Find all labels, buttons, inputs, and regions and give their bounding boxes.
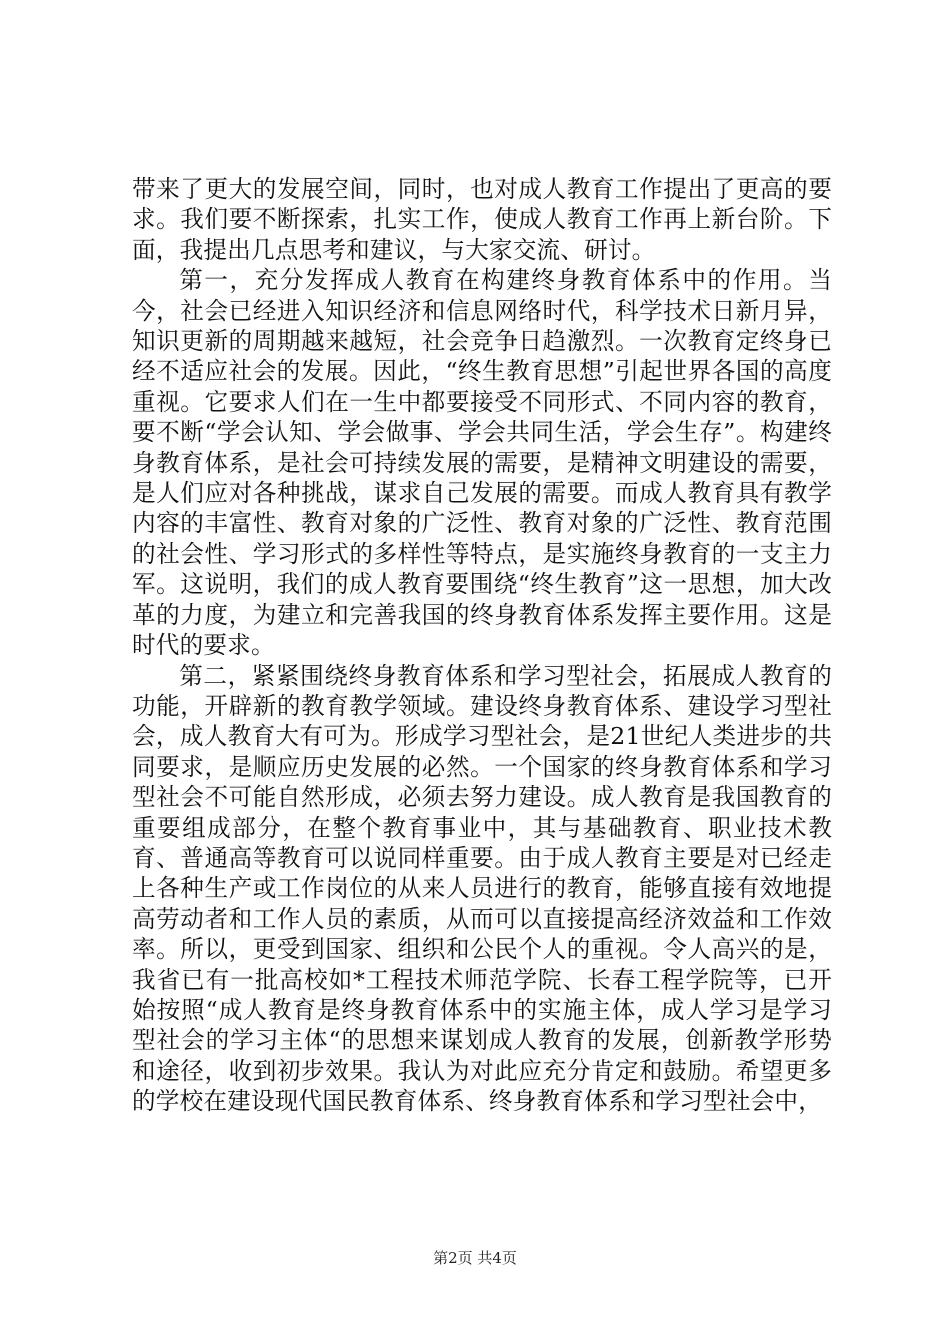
body-text: [132, 174, 832, 1117]
paragraph-first-point: 第一，充分发挥成人教育在构建终身教育体系中的作用。当今，社会已经进入知识经济和信息网络时代，科学技术日新月异，知识更新的周期越来越短，社会竞争日趋激烈。一次教育定终身已经不适应社会的发展。因此，“终生教育思想”引起世界各国的高度重视。它要求人们在一生中都要接受不同形式、不同内容的教育，要不断“学会认知、学会做事、学会共同生活，学会生存”。构建终身教育体系，是社会可持续发展的需要，是精神文明建设的需要，是人们应对各种挑战，谋求自己发展的需要。而成人教育具有教学内容的丰富性、教育对象的广泛性、教育对象的广泛性、教育范围的社会性、学习形式的多样性等特点，是实施终身教育的一支主力军。这说明，我们的成人教育要围绕“终生教育”这一思想，加大改革的力度，为建立和完善我国的终身教育体系发挥主要作用。这是时代的要求。: [132, 266, 832, 660]
paragraph-continuation: 带来了更大的发展空间，同时，也对成人教育工作提出了更高的要求。我们要不断探索，扎实工作，使成人教育工作再上新台阶。下面，我提出几点思考和建议，与大家交流、研讨。: [132, 175, 832, 264]
paragraph-second-point: 第二，紧紧围绕终身教育体系和学习型社会，拓展成人教育的功能，开辟新的教育教学领域。建设终身教育体系、建设学习型社会，成人教育大有可为。形成学习型社会，是21世纪人类进步的共同要求，是顺应历史发展的必然。一个国家的终身教育体系和学习型社会不可能自然形成，必须去努力建设。成人教育是我国教育的重要组成部分，在整个教育事业中，其与基础教育、职业技术教育、普通高等教育可以说同样重要。由于成人教育主要是对已经走上各种生产或工作岗位的从来人员进行的教育，能够直接有效地提高劳动者和工作人员的素质，从而可以直接提高经济效益和工作效率。所以，更受到国家、组织和公民个人的重视。令人高兴的是，我省已有一批高校如*工程技术师范学院、长春工程学院等，已开始按照“成人教育是终身教育体系中的实施主体，成人学习是学习型社会的学习主体“的思想来谋划成人教育的发展，创新教学形势和途径，收到初步效果。我认为对此应充分肯定和鼓励。希望更多的学校在建设现代国民教育体系、终身教育体系和学习型社会中，: [132, 661, 832, 1116]
page-number-footer: 第2页 共4页: [433, 1249, 517, 1267]
